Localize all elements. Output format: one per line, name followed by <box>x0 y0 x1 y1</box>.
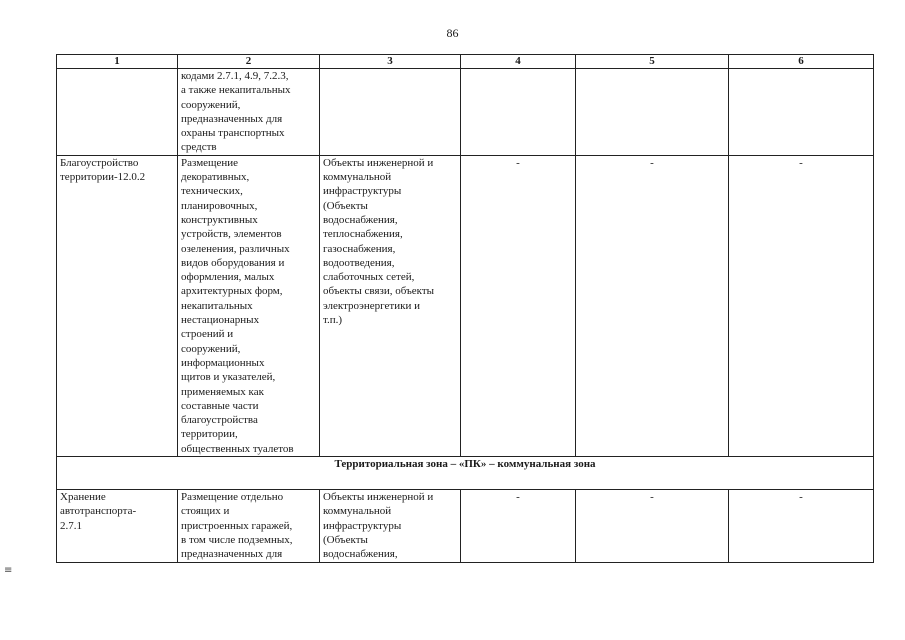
cell-allowed-objects: Объекты инженерной и коммунальной инфраструктуры (Объекты водоснабжения, теплоснабжения, газоснабжения, водоотведения, слаботочных сетей, объекты связи, объекты электроэнергетики и т.п.) <box>320 155 461 456</box>
cell-col-5: - <box>576 155 729 456</box>
cell-col-4 <box>461 69 576 156</box>
table-row <box>57 490 874 563</box>
header-col-1: 1 <box>57 55 178 69</box>
header-col-3: 3 <box>320 55 461 69</box>
land-use-table <box>56 54 874 563</box>
cell-col-6: - <box>729 490 874 563</box>
cell-use-type: Благоустройство территории-12.0.2 <box>57 155 178 456</box>
table-row <box>57 69 874 156</box>
margin-mark: ≡ <box>4 565 13 576</box>
header-col-2: 2 <box>178 55 320 69</box>
cell-use-type <box>57 490 178 563</box>
cell-use-description: Размещение декоративных, технических, планировочных, конструктивных устройств, элементов озеленения, различных видов оборудования и оформления, малых архитектурных форм, некапитальных нестационарных строений и сооружений, информационных щитов и указателей, применяемых как составные части благоустройства территории, общественных туалетов <box>178 155 320 456</box>
cell-col-6 <box>729 69 874 156</box>
zone-header-row <box>57 457 874 490</box>
cell-use-description-text: Размещение отдельно стоящих и пристроенных гаражей, в том числе подземных, предназначенных для <box>181 491 293 561</box>
table-row <box>57 155 874 456</box>
cell-col-5: - <box>576 490 729 563</box>
cell-col-4: - <box>461 155 576 456</box>
cell-use-description <box>178 490 320 563</box>
cell-col-4: - <box>461 490 576 563</box>
cell-col-5 <box>576 69 729 156</box>
cell-col-6: - <box>729 155 874 456</box>
header-col-6: 6 <box>729 55 874 69</box>
cell-use-description: кодами 2.7.1, 4.9, 7.2.3, а также некапитальных сооружений, предназначенных для охраны транспортных средств <box>178 69 320 156</box>
zone-title: Территориальная зона – «ПК» – коммунальная зона <box>57 457 874 490</box>
table-header-row <box>57 55 874 69</box>
cell-use-type-text: Хранение автотранспорта- 2.7.1 <box>60 491 137 532</box>
cell-allowed-objects-text: Объекты инженерной и коммунальной инфраструктуры (Объекты водоснабжения, <box>323 491 434 561</box>
header-col-5: 5 <box>576 55 729 69</box>
cell-allowed-objects <box>320 69 461 156</box>
cell-use-type <box>57 69 178 156</box>
cell-allowed-objects <box>320 490 461 563</box>
page-number: 86 <box>446 26 459 40</box>
header-col-4: 4 <box>461 55 576 69</box>
